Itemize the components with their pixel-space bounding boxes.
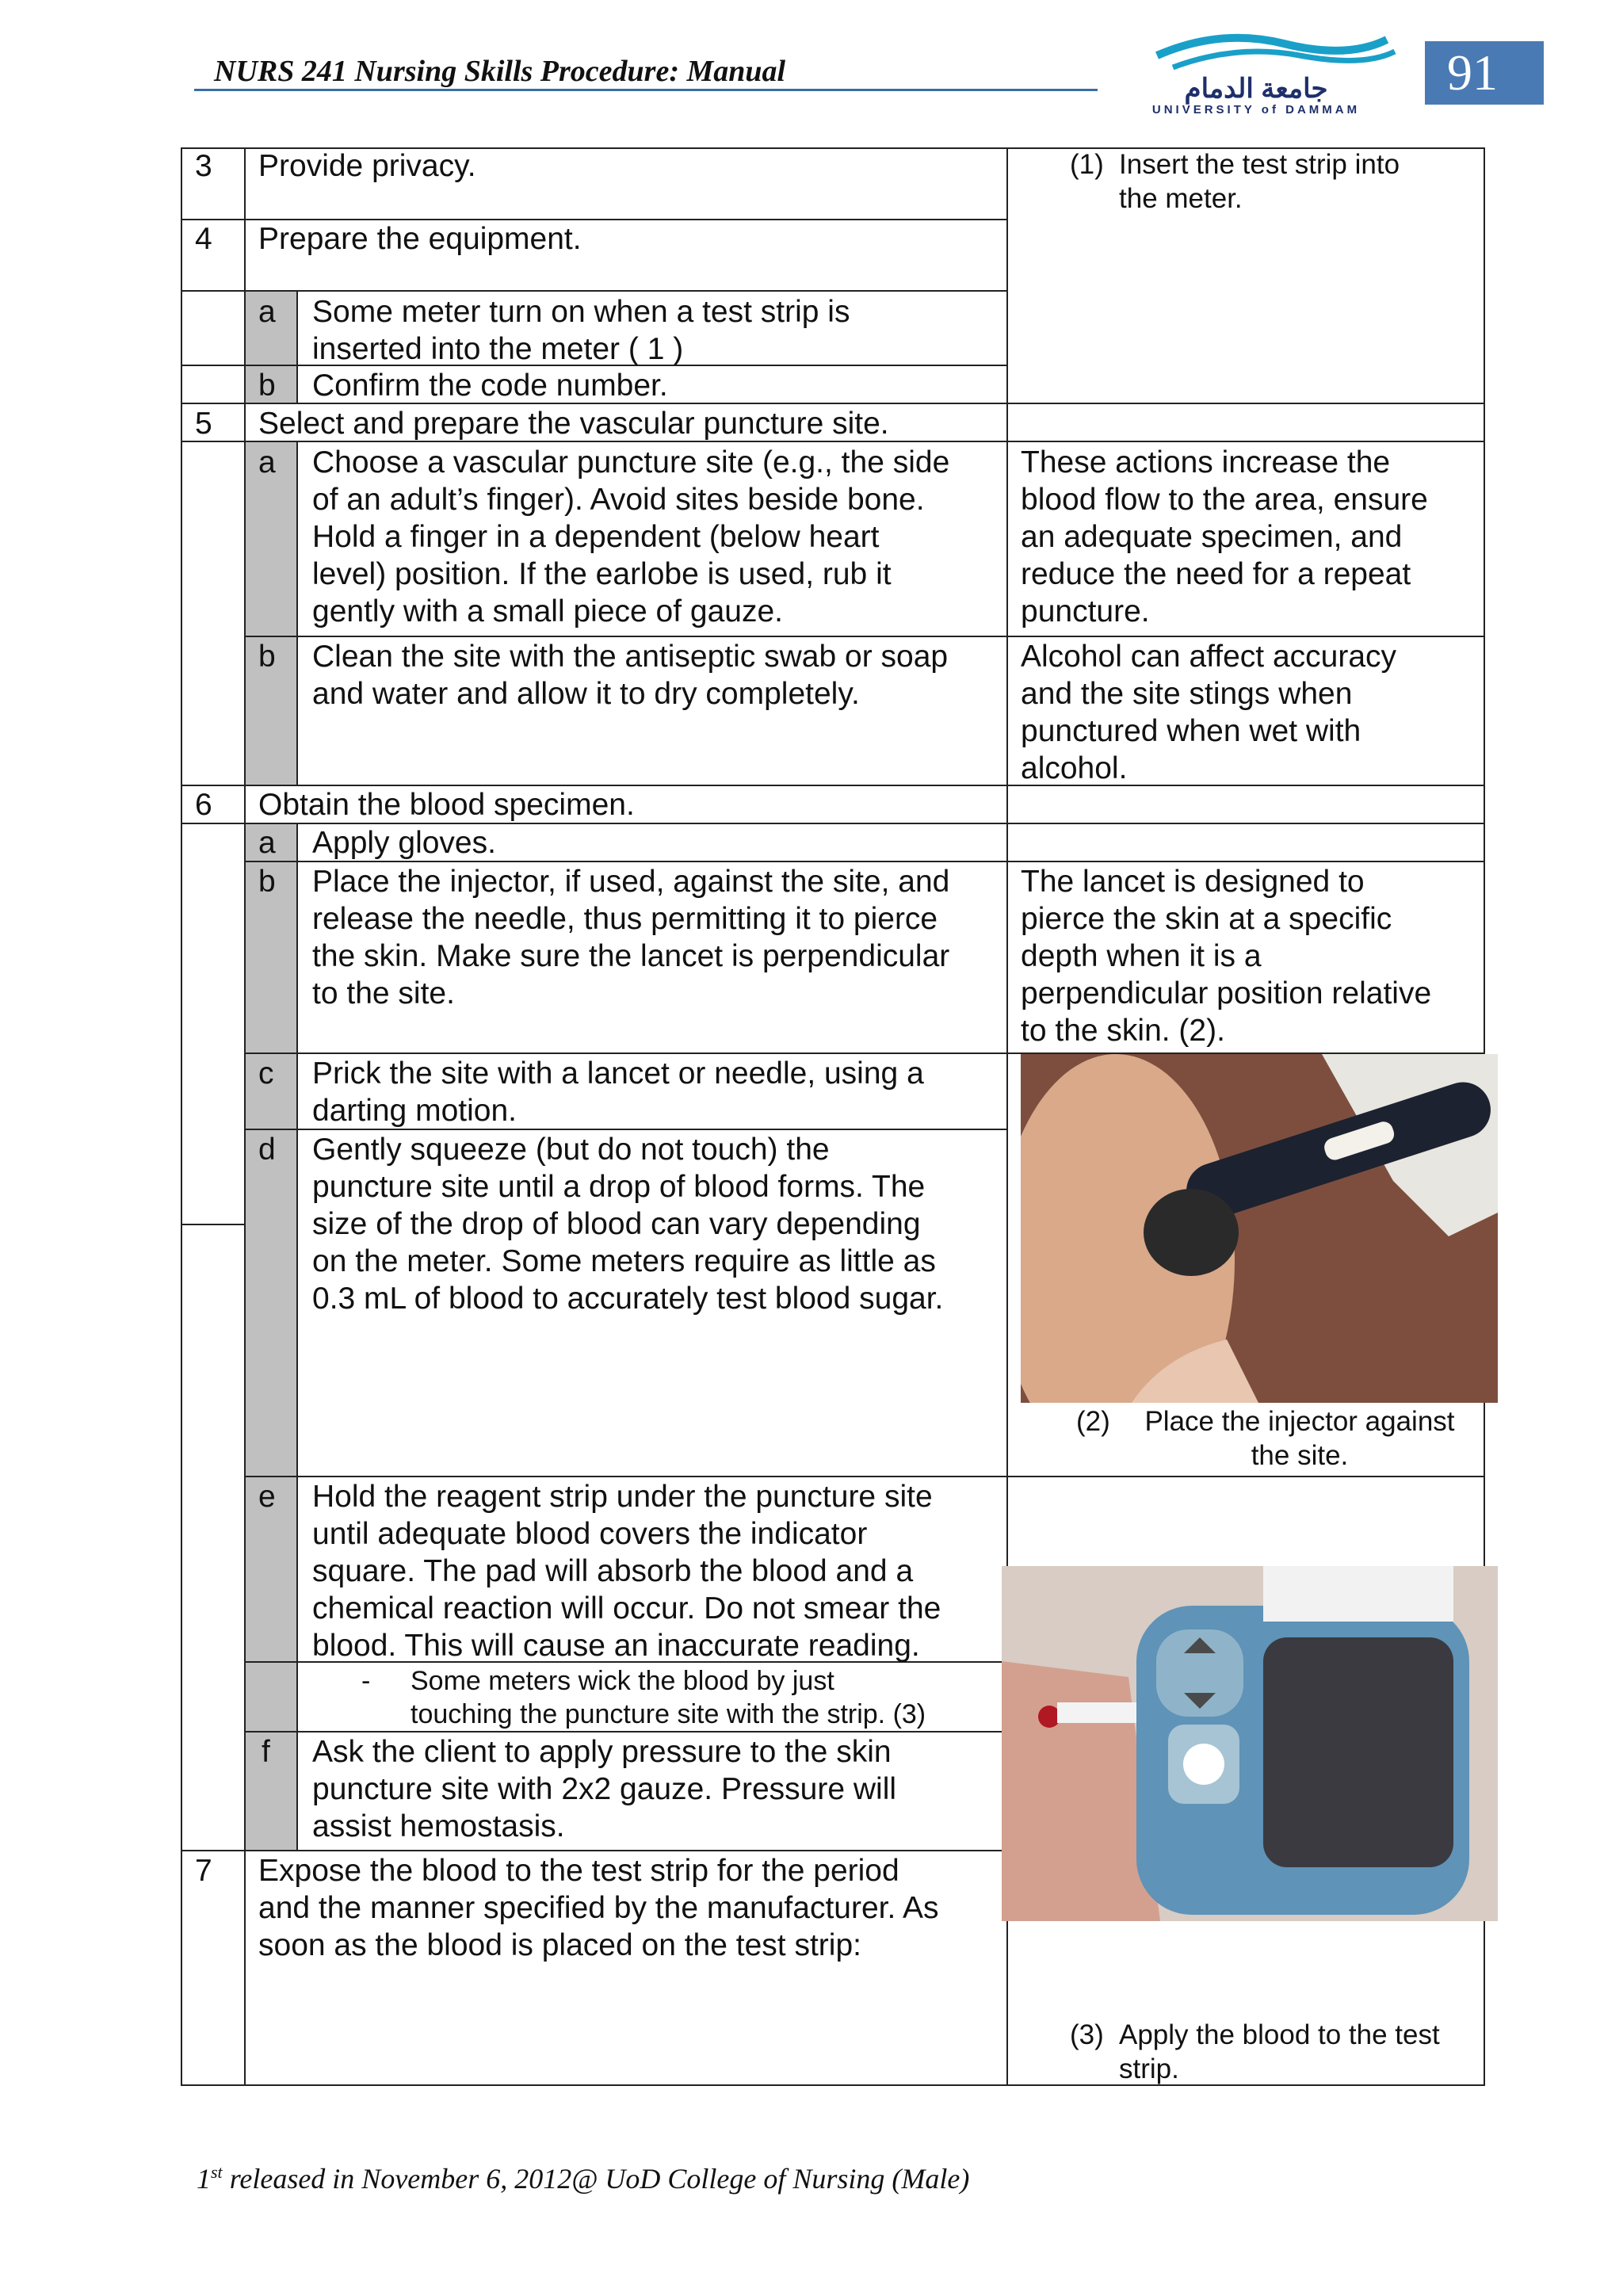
university-logo	[1125, 24, 1419, 117]
rationale-5b-text: Alcohol can affect accuracy and the site stings when punctured when wet with alcohol.	[1021, 640, 1397, 785]
step-number-3: 3	[195, 149, 212, 183]
step-6e-text: Hold the reagent strip under the puncture site until adequate blood covers the indicator square. The pad will absorb the blood and a chemical reaction will occur. Do not smear the blood. This will cause an inaccurate reading.	[312, 1480, 941, 1663]
step-6d-text: Gently squeeze (but do not touch) the puncture site until a drop of blood forms. The size of the drop of blood can vary depending on the meter. Some meters require as little as 0.3 mL of blood to accurately test blood sugar.	[312, 1133, 944, 1316]
step-number-4: 4	[195, 222, 212, 256]
rationale-cell-6	[1006, 785, 1485, 824]
sub-letter: b	[258, 369, 276, 403]
caption-3-text: Apply the blood to the test strip.	[1119, 2019, 1440, 2084]
sub-letter: a	[258, 445, 276, 479]
step-4-text: Prepare the equipment.	[258, 222, 582, 256]
sub-letter: e	[258, 1480, 276, 1514]
meter-illustration	[1002, 1566, 1498, 1921]
letter-cell-6e-note	[244, 1661, 298, 1733]
injector-photo	[1021, 1054, 1498, 1403]
step-6e-note-bullet: -	[361, 1666, 371, 1696]
step-7-text: Expose the blood to the test strip for the period and the manner specified by the manufacturer. As soon as the blood is placed on the test strip:	[258, 1854, 939, 1962]
step-4b-text: Confirm the code number.	[312, 369, 668, 403]
step-6e-note-text: Some meters wick the blood by just touching the puncture site with the strip. (3)	[411, 1666, 926, 1729]
num-cell-6	[181, 785, 246, 824]
sub-letter: b	[258, 865, 276, 899]
caption-2-text: Place the injector against the site.	[1144, 1406, 1455, 1471]
footer-release-note: 1st released in November 6, 2012@ UoD College of Nursing (Male)	[197, 2162, 970, 2195]
sub-letter: a	[258, 295, 276, 329]
meter-photo	[1002, 1566, 1498, 1921]
num-cell-4a	[181, 290, 246, 366]
num-cell-4b	[181, 365, 246, 404]
step-5a-text: Choose a vascular puncture site (e.g., the side of an adult’s finger). Avoid sites beside bone. Hold a finger in a dependent (below heart level) position. If the earlobe is used, rub it gently with a small piece of gauze.	[312, 445, 950, 628]
caption-1-text: Insert the test strip into the meter.	[1119, 149, 1400, 214]
rationale-cell-6a	[1006, 823, 1485, 862]
header-underline	[194, 89, 1098, 91]
injector-illustration	[1021, 1054, 1498, 1403]
rationale-cell-5	[1006, 403, 1485, 442]
logo-english-text: UNIVERSITY of DAMMAM	[1151, 103, 1361, 117]
num-cell-7	[181, 1850, 246, 2086]
num-cell-4	[181, 219, 246, 292]
step-number-6: 6	[195, 788, 212, 822]
step-6f-text: Ask the client to apply pressure to the skin puncture site with 2x2 gauze. Pressure will assist hemostasis.	[312, 1735, 897, 1843]
step-6b-text: Place the injector, if used, against the site, and release the needle, thus permitting it to pierce the skin. Make sure the lancet is perpendicular to the site.	[312, 865, 950, 1010]
step-4a-text: Some meter turn on when a test strip is inserted into the meter ( 1 )	[312, 295, 850, 366]
sub-letter: f	[262, 1735, 270, 1769]
step-6a-text: Apply gloves.	[312, 826, 496, 860]
step-5b-text: Clean the site with the antiseptic swab or soap and water and allow it to dry completely.	[312, 640, 949, 711]
num-cell-6-sub	[181, 823, 246, 1851]
letter-cell-6f	[244, 1731, 298, 1851]
step-number-7: 7	[195, 1854, 212, 1888]
step-3-text: Provide privacy.	[258, 149, 476, 183]
logo-wave-icon	[1125, 24, 1419, 79]
sub-letter: b	[258, 640, 276, 674]
page-number: 91	[1425, 41, 1544, 105]
letter-cell-6d	[244, 1129, 298, 1477]
step-6c-text: Prick the site with a lancet or needle, using a darting motion.	[312, 1056, 924, 1128]
num-cell-3	[181, 147, 246, 220]
sub-letter: c	[258, 1056, 274, 1091]
num-cell-5	[181, 403, 246, 442]
rationale-6b-text: The lancet is designed to pierce the skin at a specific depth when it is a perpendicular position relative to the skin. (2).	[1021, 865, 1432, 1048]
caption-2-number: (2)	[1076, 1406, 1110, 1437]
document-title: NURS 241 Nursing Skills Procedure: Manual	[214, 55, 786, 88]
sub-letter: d	[258, 1133, 276, 1167]
step-number-5: 5	[195, 407, 212, 441]
step-5-text: Select and prepare the vascular puncture site.	[258, 407, 889, 441]
sub-letter: a	[258, 826, 276, 860]
rationale-5a-text: These actions increase the blood flow to the area, ensure an adequate specimen, and reduce the need for a repeat puncture.	[1021, 445, 1428, 628]
logo-arabic-text: جامعة الدمام	[1184, 74, 1328, 104]
caption-1-number: (1)	[1070, 149, 1104, 180]
caption-3-number: (3)	[1070, 2019, 1104, 2050]
step-6-text: Obtain the blood specimen.	[258, 788, 635, 822]
